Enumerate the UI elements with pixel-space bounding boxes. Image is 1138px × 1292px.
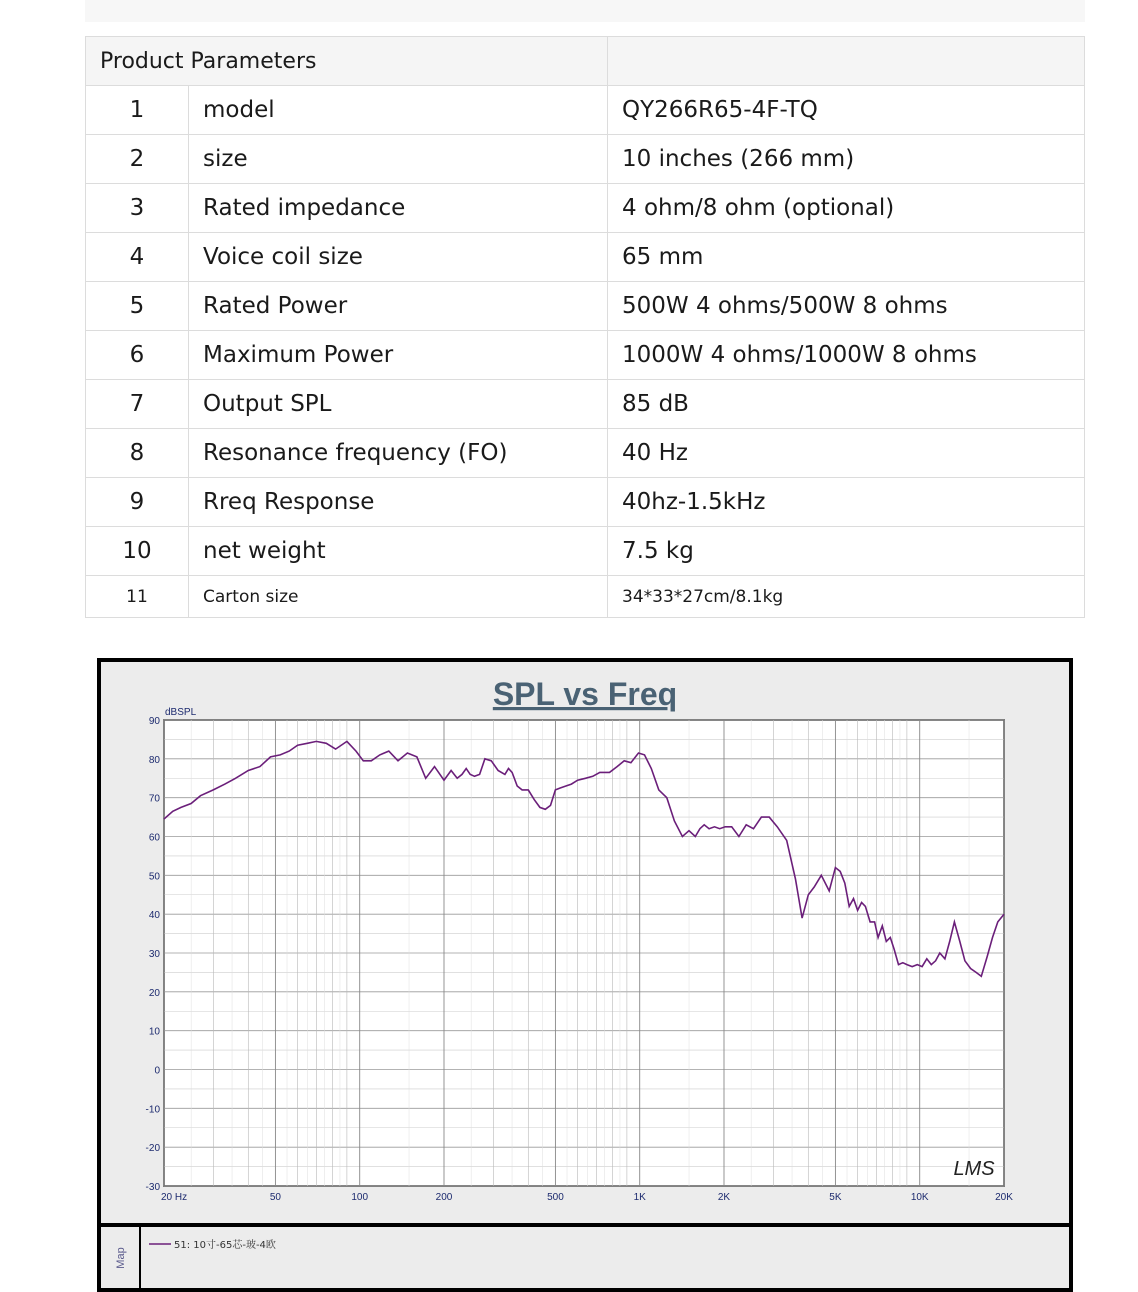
y-tick-label: 0 xyxy=(154,1065,160,1077)
param-value: 1000W 4 ohms/1000W 8 ohms xyxy=(608,331,1085,380)
lms-watermark: LMS xyxy=(953,1158,995,1180)
y-tick-label: -20 xyxy=(145,1143,160,1155)
product-parameters-table xyxy=(85,36,1085,618)
row-number: 4 xyxy=(86,233,189,282)
table-row xyxy=(86,135,1085,184)
y-tick-label: 30 xyxy=(148,949,160,960)
param-value: 40hz-1.5kHz xyxy=(608,478,1085,527)
y-tick-label: -10 xyxy=(145,1104,160,1116)
y-tick-label: 10 xyxy=(148,1026,160,1038)
x-tick-label: 20 Hz xyxy=(161,1192,188,1203)
table-row xyxy=(86,86,1085,135)
row-number: 2 xyxy=(86,135,189,184)
y-tick-label: 70 xyxy=(148,793,160,805)
spl-chart xyxy=(97,658,1073,1292)
row-number: 3 xyxy=(86,184,189,233)
row-number: 7 xyxy=(86,380,189,429)
y-tick-label: 60 xyxy=(148,832,160,844)
param-name: Resonance frequency (FO) xyxy=(189,429,608,478)
row-number: 6 xyxy=(86,331,189,380)
table-header-title: Product Parameters xyxy=(86,37,608,86)
param-name: Carton size xyxy=(189,576,608,618)
row-number: 1 xyxy=(86,86,189,135)
y-tick-label: 20 xyxy=(148,987,160,999)
param-value: 500W 4 ohms/500W 8 ohms xyxy=(608,282,1085,331)
table-row xyxy=(86,184,1085,233)
param-name: size xyxy=(189,135,608,184)
x-tick-label: 5K xyxy=(829,1192,842,1203)
map-label: Map xyxy=(115,1247,127,1269)
row-number: 9 xyxy=(86,478,189,527)
row-number: 11 xyxy=(86,576,189,618)
param-value: QY266R65-4F-TQ xyxy=(608,86,1085,135)
chart-title: SPL vs Freq xyxy=(492,676,678,712)
x-tick-label: 20K xyxy=(995,1192,1013,1203)
table-row xyxy=(86,331,1085,380)
y-tick-label: 80 xyxy=(148,754,160,766)
y-tick-label: 40 xyxy=(148,910,160,922)
x-tick-label: 1K xyxy=(633,1192,646,1203)
y-tick-label: 50 xyxy=(148,871,160,883)
x-tick-label: 100 xyxy=(351,1192,369,1203)
table-row xyxy=(86,527,1085,576)
row-number: 10 xyxy=(86,527,189,576)
param-value: 4 ohm/8 ohm (optional) xyxy=(608,184,1085,233)
row-number: 5 xyxy=(86,282,189,331)
table-row xyxy=(86,576,1085,618)
table-row xyxy=(86,429,1085,478)
y-tick-label: 90 xyxy=(148,716,160,727)
x-tick-label: 2K xyxy=(717,1192,731,1203)
param-value: 7.5 kg xyxy=(608,527,1085,576)
table-header-row xyxy=(86,37,1085,86)
row-number: 8 xyxy=(86,429,189,478)
x-tick-label: 10K xyxy=(910,1192,929,1203)
param-name: net weight xyxy=(189,527,608,576)
x-tick-label: 500 xyxy=(547,1192,564,1203)
y-axis-label: dBSPL xyxy=(165,707,197,718)
table-row xyxy=(86,380,1085,429)
top-strip xyxy=(85,0,1085,22)
param-value: 10 inches (266 mm) xyxy=(608,135,1085,184)
y-tick-label: -30 xyxy=(145,1182,160,1193)
legend-entry: 51: 10寸-65芯-玻-4欧 xyxy=(174,1240,276,1251)
x-tick-label: 50 xyxy=(269,1192,281,1203)
param-name: Voice coil size xyxy=(189,233,608,282)
param-value: 85 dB xyxy=(608,380,1085,429)
param-value: 34*33*27cm/8.1kg xyxy=(608,576,1085,618)
param-name: Output SPL xyxy=(189,380,608,429)
x-tick-label: 200 xyxy=(435,1192,453,1203)
param-value: 65 mm xyxy=(608,233,1085,282)
table-row xyxy=(86,478,1085,527)
param-name: Rated Power xyxy=(189,282,608,331)
param-name: model xyxy=(189,86,608,135)
param-name: Rated impedance xyxy=(189,184,608,233)
table-header-empty xyxy=(608,37,1085,86)
param-value: 40 Hz xyxy=(608,429,1085,478)
param-name: Maximum Power xyxy=(189,331,608,380)
table-row xyxy=(86,282,1085,331)
table-row xyxy=(86,233,1085,282)
param-name: Rreq Response xyxy=(189,478,608,527)
